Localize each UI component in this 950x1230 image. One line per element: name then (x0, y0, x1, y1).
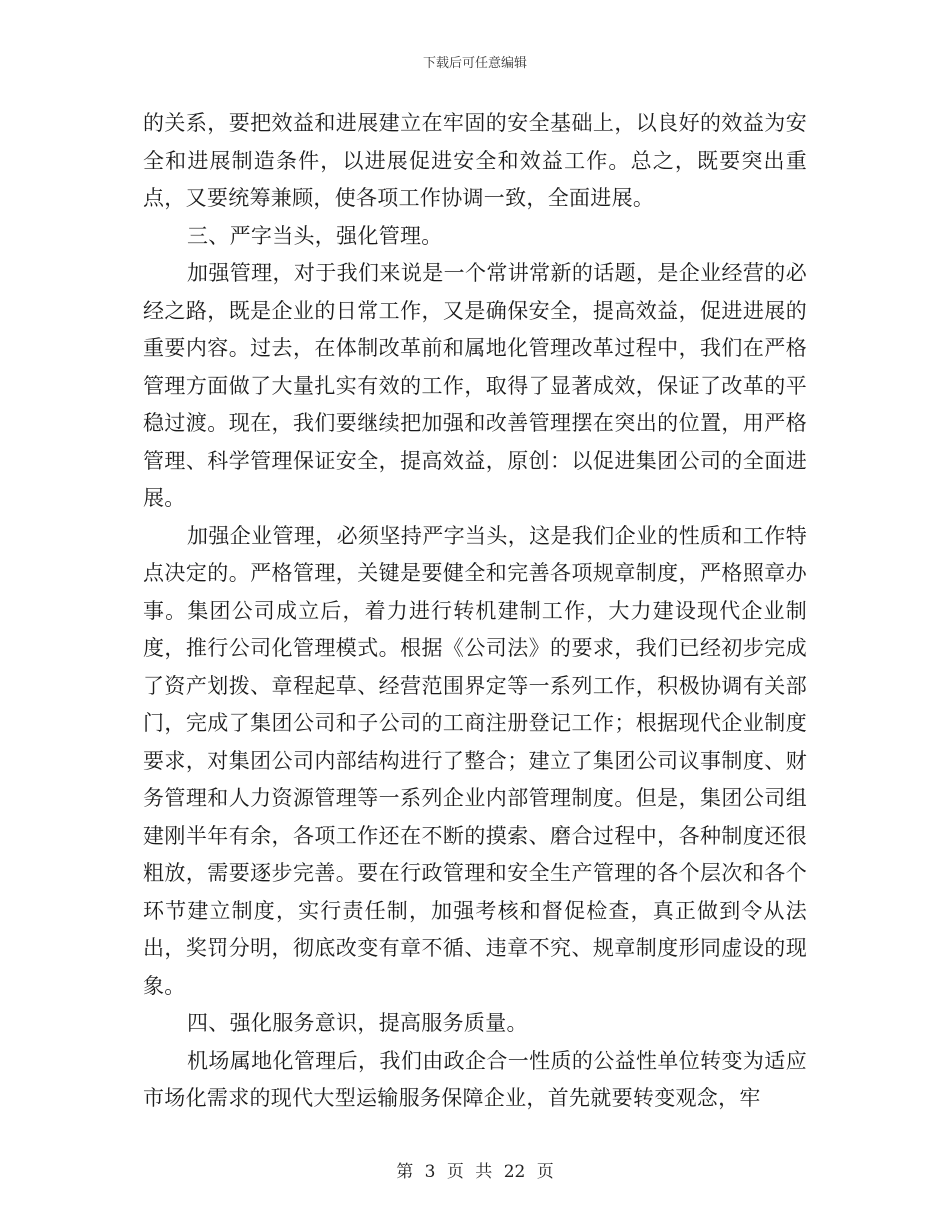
document-body (143, 105, 807, 1118)
page-number-footer: 第 3 页 共 22 页 (396, 1162, 554, 1182)
page-header: 下载后可任意编辑 (422, 56, 527, 71)
paragraph-2: 加强管理，对于我们来说是一个常讲常新的话题，是企业经营的必经之路，既是企业的日常工作，又是确保安全，提高效益，促进进展的重要内容。过去，在体制改革前和属地化管理改革过程中，我们在严格管理方面做了大量扎实有效的工作，取得了显著成效，保证了改革的平稳过渡。现在，我们要继续把加强和改善管理摆在突出的位置，用严格管理、科学管理保证安全，提高效益，原创：以促进集团公司的全面进展。 (143, 261, 807, 510)
paragraph-3: 加强企业管理，必须坚持严字当头，这是我们企业的性质和工作特点决定的。严格管理，关键是要健全和完善各项规章制度，严格照章办事。集团公司成立后，着力进行转机建制工作，大力建设现代企业制度，推行公司化管理模式。根据《公司法》的要求，我们已经初步完成了资产划拨、章程起草、经营范围界定等一系列工作，积极协调有关部门，完成了集团公司和子公司的工商注册登记工作；根据现代企业制度要求，对集团公司内部结构进行了整合；建立了集团公司议事制度、财务管理和人力资源管理等一系列企业内部管理制度。但是，集团公司组建刚半年有余，各项工作还在不断的摸索、磨合过程中，各种制度还很粗放，需要逐步完善。要在行政管理和安全生产管理的各个层次和各个环节建立制度，实行责任制，加强考核和督促检查，真正做到令从法出，奖罚分明，彻底改变有章不循、违章不究、规章制度形同虚设的现象。 (143, 523, 807, 998)
section-heading-4: 四、强化服务意识，提高服务质量。 (187, 1011, 528, 1035)
paragraph-4: 机场属地化管理后，我们由政企合一性质的公益性单位转变为适应市场化需求的现代大型运输服务保障企业，首先就要转变观念，牢 (143, 1048, 807, 1110)
section-heading-3: 三、严字当头，强化管理。 (187, 223, 443, 248)
paragraph-1: 的关系，要把效益和进展建立在牢固的安全基础上，以良好的效益为安全和进展制造条件，以进展促进安全和效益工作。总之，既要突出重点，又要统筹兼顾，使各项工作协调一致，全面进展。 (143, 111, 807, 210)
